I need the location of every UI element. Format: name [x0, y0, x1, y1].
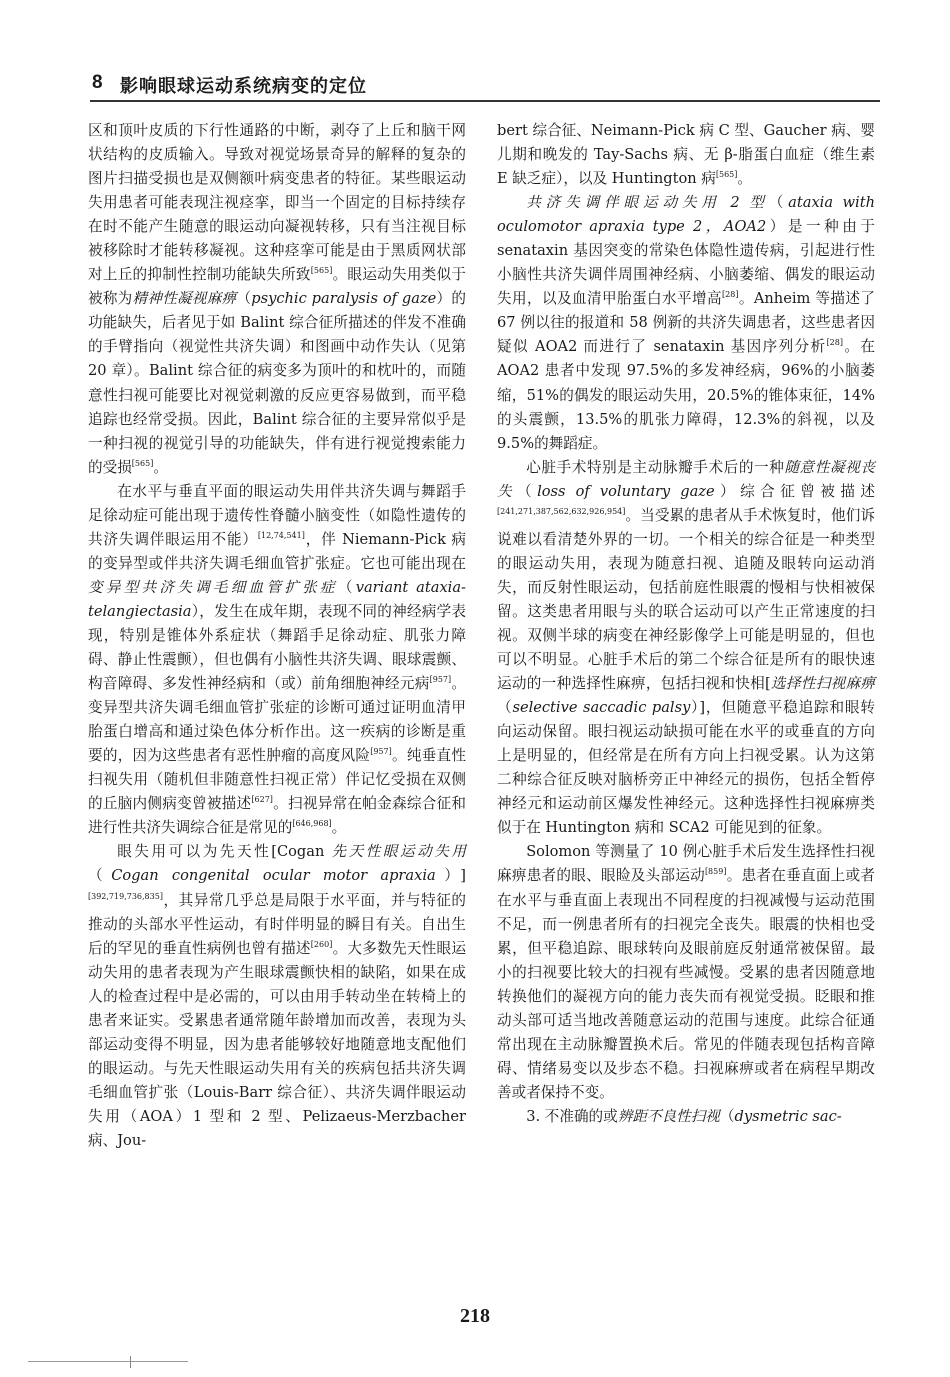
- body-text: 。Anheim 等描述了 67 例以往的报道和 58 例新的共济失调患者，这些患者因疑似 AOA2 而进行了 senataxin 基因序列分析: [497, 290, 875, 356]
- body-text: Solomon 等测量了 10 例心脏手术后发生选择性扫视麻痹患者的眼、眼睑及头部运动: [497, 843, 875, 885]
- term-cn: 辨距不良性扫视: [617, 1107, 720, 1125]
- body-text: 。大多数先天性眼运动失用的患者表现为产生眼球震颤快相的缺陷，如果在成人的检查过程中是必需的，可以由用手转动坐在转椅上的患者来证实。受累患者通常随年龄增加而改善，表现为头部运动变得不明显，因为患者能够较好地随意地支配他们的眼运动。与先天性眼运动失用有关的疾病包括共济失调毛细血管扩张（Louis-Barr 综合征）、共济失调伴眼运动失用（AOA）1 型和 2 型、Pelizaeus-Merzbacher 病、Jou-: [88, 939, 466, 1149]
- body-text: （: [768, 194, 789, 212]
- body-text: bert 综合征、Neimann-Pick 病 C 型、Gaucher 病、婴儿期和晚发的 Tay-Sachs 病、无 β-脂蛋白血症（维生素 E 缺乏症），以及 Huntington 病: [497, 122, 875, 188]
- citation: [957]: [429, 675, 452, 685]
- paragraph: [497, 1105, 875, 1129]
- body-text: 心脏手术特别是主动脉瓣手术后的一种: [526, 458, 785, 476]
- body-text: （: [517, 482, 538, 500]
- body-text: ）]: [435, 867, 466, 885]
- body-text: ，其异常几乎总是局限于水平面，并与特征的推动的头部水平性运动，有时伴明显的瞬目有关。自出生后的罕见的垂直性病例也曾有描述: [88, 891, 466, 957]
- term-en: dysmetric sac-: [734, 1107, 842, 1125]
- body-text: 。纯垂直性扫视失用（随机但非随意性扫视正常）伴记忆受损在双侧的丘脑内侧病变曾被描述: [88, 747, 466, 813]
- scan-artifact-tick: [130, 1356, 131, 1368]
- term-en: psychic paralysis of gaze: [251, 290, 437, 308]
- body-text: 。患者在垂直面上或者在水平与垂直面上表现出不同程度的扫视减慢与运动范围不足，而一例患者所有的扫视完全丧失。眼震的快相也受累，但平稳追踪、眼球转向及眼前庭反射通常被保留。最小的扫视要比较大的扫视有些减慢。受累的患者因随意地转换他们的凝视方向的能力丧失而有视觉受损。眨眼和推动头部可适当地改善随意运动的范围与速度。此综合征通常出现在主动脉瓣置换术后。常见的伴随表现包括构音障碍、情绪易变以及步态不稳。扫视麻痹或者在病程早期改善或者保持不变。: [497, 867, 875, 1101]
- term-en: Cogan congenital ocular motor apraxia: [111, 867, 436, 885]
- term-cn: 先天性眼运动失用: [331, 843, 466, 861]
- body-text: ）是一种由于 senataxin 基因突变的常染色体隐性遗传病，引起进行性小脑性共济失调伴周围神经病、小脑萎缩、偶发的眼运动失用，以及血清甲胎蛋白水平增高: [497, 218, 875, 308]
- chapter-number: 8: [92, 72, 103, 93]
- citation: [957]: [370, 747, 392, 757]
- term-cn: 变异型共济失调毛细血管扩张症: [88, 578, 338, 596]
- body-text: ，伴 Niemann-Pick 病的变异型或伴共济失调毛细血管扩张症。它也可能出现在: [88, 530, 466, 572]
- paragraph: [88, 840, 466, 1153]
- term-cn: 随意性凝视丧失: [497, 458, 875, 500]
- body-text: （: [497, 699, 513, 717]
- paragraph: [88, 119, 466, 480]
- term-cn: 选择性扫视麻痹: [770, 675, 875, 693]
- paragraph: [497, 191, 875, 456]
- body-text: ）的功能缺失，后者见于如 Balint 综合征所描述的伴发不准确的手臂指向（视觉性共济失调）和图画中动作失认（见第 20 章）。Balint 综合征的病变多为顶叶的和枕叶的，而随意性扫视可能要比对视觉刺激的反应更容易做到，而平稳追踪也经常受损。因此，Balint 综合征的主要异常似乎是一种扫视的视觉引导的功能缺失，伴有进行视觉搜索能力的受损: [88, 290, 466, 476]
- chapter-title: 影响眼球运动系统病变的定位: [120, 76, 367, 97]
- term-en: loss of voluntary gaze: [537, 482, 715, 500]
- page-number: 218: [460, 1305, 490, 1327]
- body-text: 区和顶叶皮质的下行性通路的中断，剥夺了上丘和脑干网状结构的皮质输入。导致对视觉场景奇异的解释的复杂的图片扫描受损也是双侧额叶病变患者的特征。某些眼运动失用患者可能表现注视痉挛，即当一个固定的目标持续存在时不能产生随意的眼运动向凝视转移，只有当注视目标被移除时才能转移凝视。这种痉挛可能是由于黑质网状部对上丘的抑制性控制功能缺失所致: [88, 122, 466, 284]
- term-cn: 精神性凝视麻痹: [132, 290, 237, 308]
- running-header: [90, 66, 880, 102]
- paragraph: [497, 119, 875, 191]
- body-text: 3. 不准确的或: [526, 1107, 618, 1125]
- term-en: selective saccadic palsy: [512, 699, 691, 717]
- citation: [565]: [131, 458, 154, 468]
- body-text: （: [337, 578, 356, 596]
- body-text: 。: [331, 819, 347, 837]
- body-text: 。扫视异常在帕金森综合征和进行性共济失调综合征是常见的: [88, 795, 466, 837]
- body-text: 。在 AOA2 患者中发现 97.5%的多发神经病，96%的小脑萎缩，51%的偶发的眼运动失用，20.5%的锥体束征，14%的头震颤，13.5%的肌张力障碍，12.3%的斜视，以及 9.5%的舞蹈症。: [497, 338, 875, 452]
- scan-artifact-line: [28, 1361, 188, 1362]
- body-text: 眼失用可以为先天性[Cogan: [117, 843, 332, 861]
- paragraph: [497, 456, 875, 841]
- term-cn: 共济失调伴眼运动失用 2 型: [526, 194, 769, 212]
- citation: [565]: [715, 170, 738, 180]
- body-text: 在水平与垂直平面的眼运动失用伴共济失调与舞蹈手足徐动症可能出现于遗传性脊髓小脑变性（如隐性遗传的共济失调伴眼运用不能）: [88, 482, 466, 548]
- body-text: ）]，但随意平稳追踪和眼转向运动保留。眼扫视运动缺损可能在水平的或垂直的方向上是明显的，但经常是在所有方向上扫视受累。认为这第二种综合征反映对脑桥旁正中神经元的损伤，包括全暂停神经元和运动前区爆发性神经元。这种选择性扫视麻痹类似于在 Huntington 病和 SCA2 可能见到的征象。: [497, 699, 875, 837]
- citation: [646,968]: [292, 819, 332, 829]
- left-column: [88, 119, 466, 1153]
- citation: [859]: [704, 867, 727, 877]
- citation: [12,74,541]: [257, 530, 305, 540]
- citation: [260]: [310, 939, 333, 949]
- paragraph: [497, 840, 875, 1105]
- citation: [565]: [310, 266, 333, 276]
- body-text: 。: [737, 170, 752, 188]
- term-en: variant ataxia-telangiectasia: [88, 578, 466, 620]
- header-rule: [90, 100, 880, 102]
- citation: [627]: [251, 795, 273, 805]
- body-text: 。变异型共济失调毛细血管扩张症的诊断可通过证明血清甲胎蛋白增高和通过染色体分析作出。这一疾病的诊断是重要的，因为这些患者有恶性肿瘤的高度风险: [88, 675, 466, 765]
- citation: [28]: [826, 338, 843, 348]
- term-en: ataxia with oculomotor apraxia type 2，AOA2: [497, 194, 875, 236]
- right-column: [497, 119, 875, 1129]
- citation: [241,271,387,562,632,926,954]: [497, 506, 626, 516]
- body-text: （: [236, 290, 252, 308]
- body-text: ）综合征曾被描述: [714, 482, 875, 500]
- body-text: 。当受累的患者从手术恢复时，他们诉说难以看清楚外界的一切。一个相关的综合征是一种类型的眼运动失用，表现为随意扫视、追随及眼转向运动消失，而反射性眼运动，包括前庭性眼震的慢相与快相被保留。这类患者用眼与头的联合运动可以产生正常速度的扫视。双侧半球的病变在神经影像学上可能是明显的，但也可以不明显。心脏手术后的第二个综合征是所有的眼快速运动的一种选择性麻痹，包括扫视和快相[: [497, 506, 875, 693]
- body-text: （: [88, 867, 112, 885]
- body-text: ），发生在成年期，表现不同的神经病学表现，特别是锥体外系症状（舞蹈手足徐动症、肌张力障碍、静止性震颤），但也偶有小脑性共济失调、眼球震颤、构音障碍、多发性神经病和（或）前角细胞神经元病: [88, 602, 466, 693]
- citation: [28]: [722, 290, 739, 300]
- paragraph: [88, 480, 466, 841]
- body-text: 。: [153, 458, 168, 476]
- body-text: 。眼运动失用类似于被称为: [88, 266, 466, 308]
- body-text: （: [719, 1107, 735, 1125]
- citation: [392,719,736,835]: [88, 891, 163, 901]
